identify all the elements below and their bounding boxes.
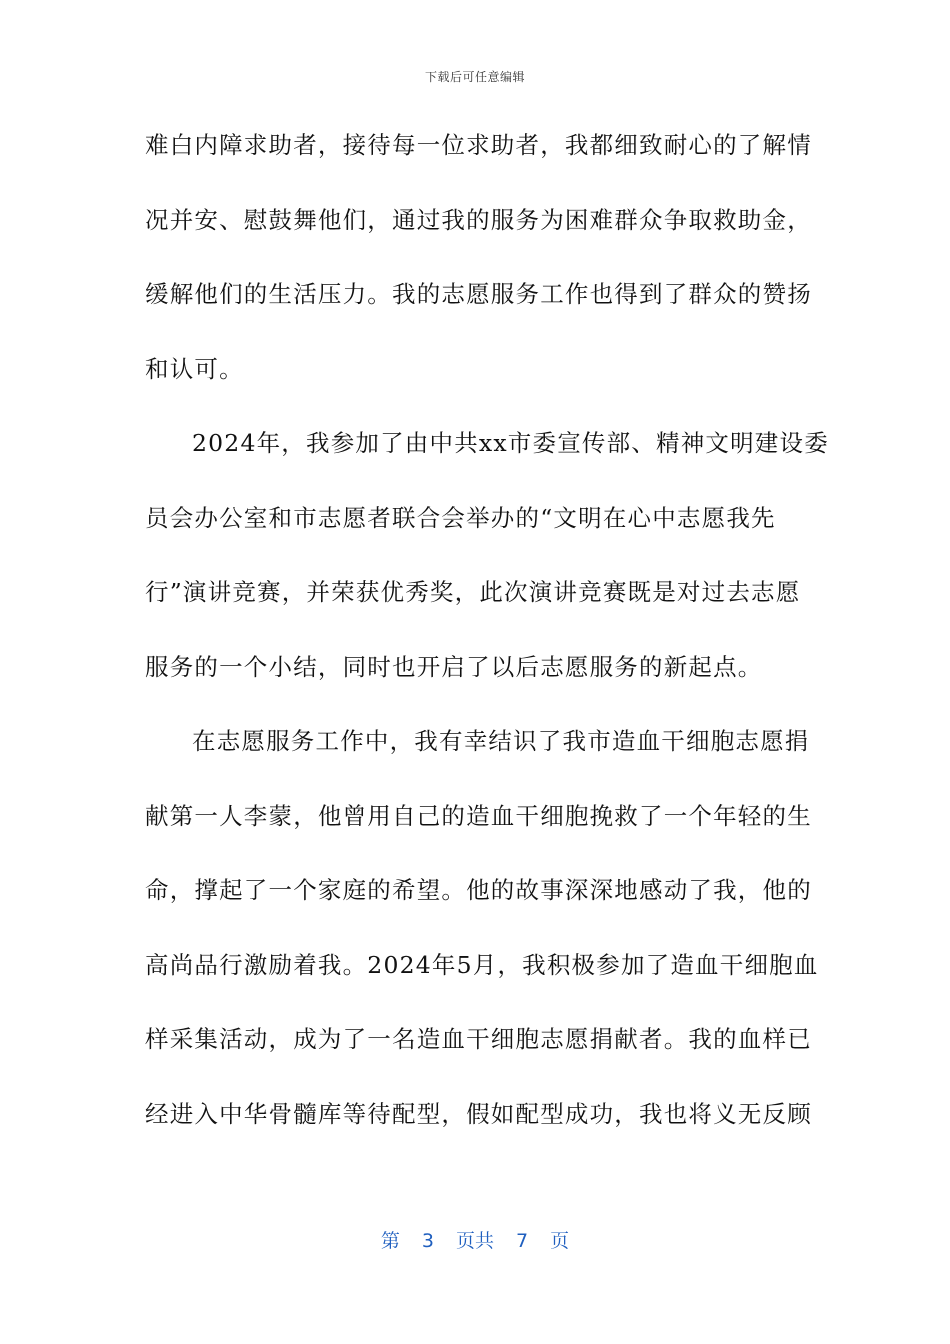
page-suffix: 页 (550, 1230, 570, 1252)
text-line: 在志愿服务工作中，我有幸结识了我市造血干细胞志愿捐 (192, 727, 810, 755)
text-line: 缓解他们的生活压力。我的志愿服务工作也得到了群众的赞扬 (145, 280, 812, 308)
text-line: 员会办公室和市志愿者联合会举办的“文明在心中志愿我先 (145, 503, 776, 532)
header-note: 下载后可任意编辑 (424, 70, 525, 84)
document-body (145, 121, 829, 1164)
page-middle: 页共 (455, 1230, 494, 1252)
text-line: 服务的一个小结，同时也开启了以后志愿服务的新起点。 (145, 652, 763, 681)
current-page-number: 3 (421, 1230, 434, 1252)
total-pages-number: 7 (516, 1230, 529, 1252)
text-line: 经进入中华骨髓库等待配型，假如配型成功，我也将义无反顾 (145, 1099, 812, 1128)
text-line: 高尚品行激励着我。2024年5月，我积极参加了造血干细胞血 (145, 950, 819, 979)
text-line: 况并安、慰鼓舞他们，通过我的服务为困难群众争取救助金， (145, 205, 812, 234)
text-line: 难白内障求助者，接待每一位求助者，我都细致耐心的了解情 (145, 131, 812, 159)
page-number-footer (0, 1226, 950, 1253)
text-line: 行”演讲竞赛，并荣获优秀奖，此次演讲竞赛既是对过去志愿 (145, 578, 801, 606)
text-line: 样采集活动，成为了一名造血干细胞志愿捐献者。我的血样已 (145, 1025, 812, 1053)
text-line: 2024年，我参加了由中共xx市委宣传部、精神文明建设委 (192, 429, 829, 457)
text-line: 献第一人李蒙，他曾用自己的造血干细胞挽救了一个年轻的生 (145, 801, 812, 830)
text-line: 命，撑起了一个家庭的希望。他的故事深深地感动了我，他的 (145, 876, 812, 904)
page-prefix: 第 (380, 1230, 400, 1252)
text-line: 和认可。 (145, 354, 244, 383)
